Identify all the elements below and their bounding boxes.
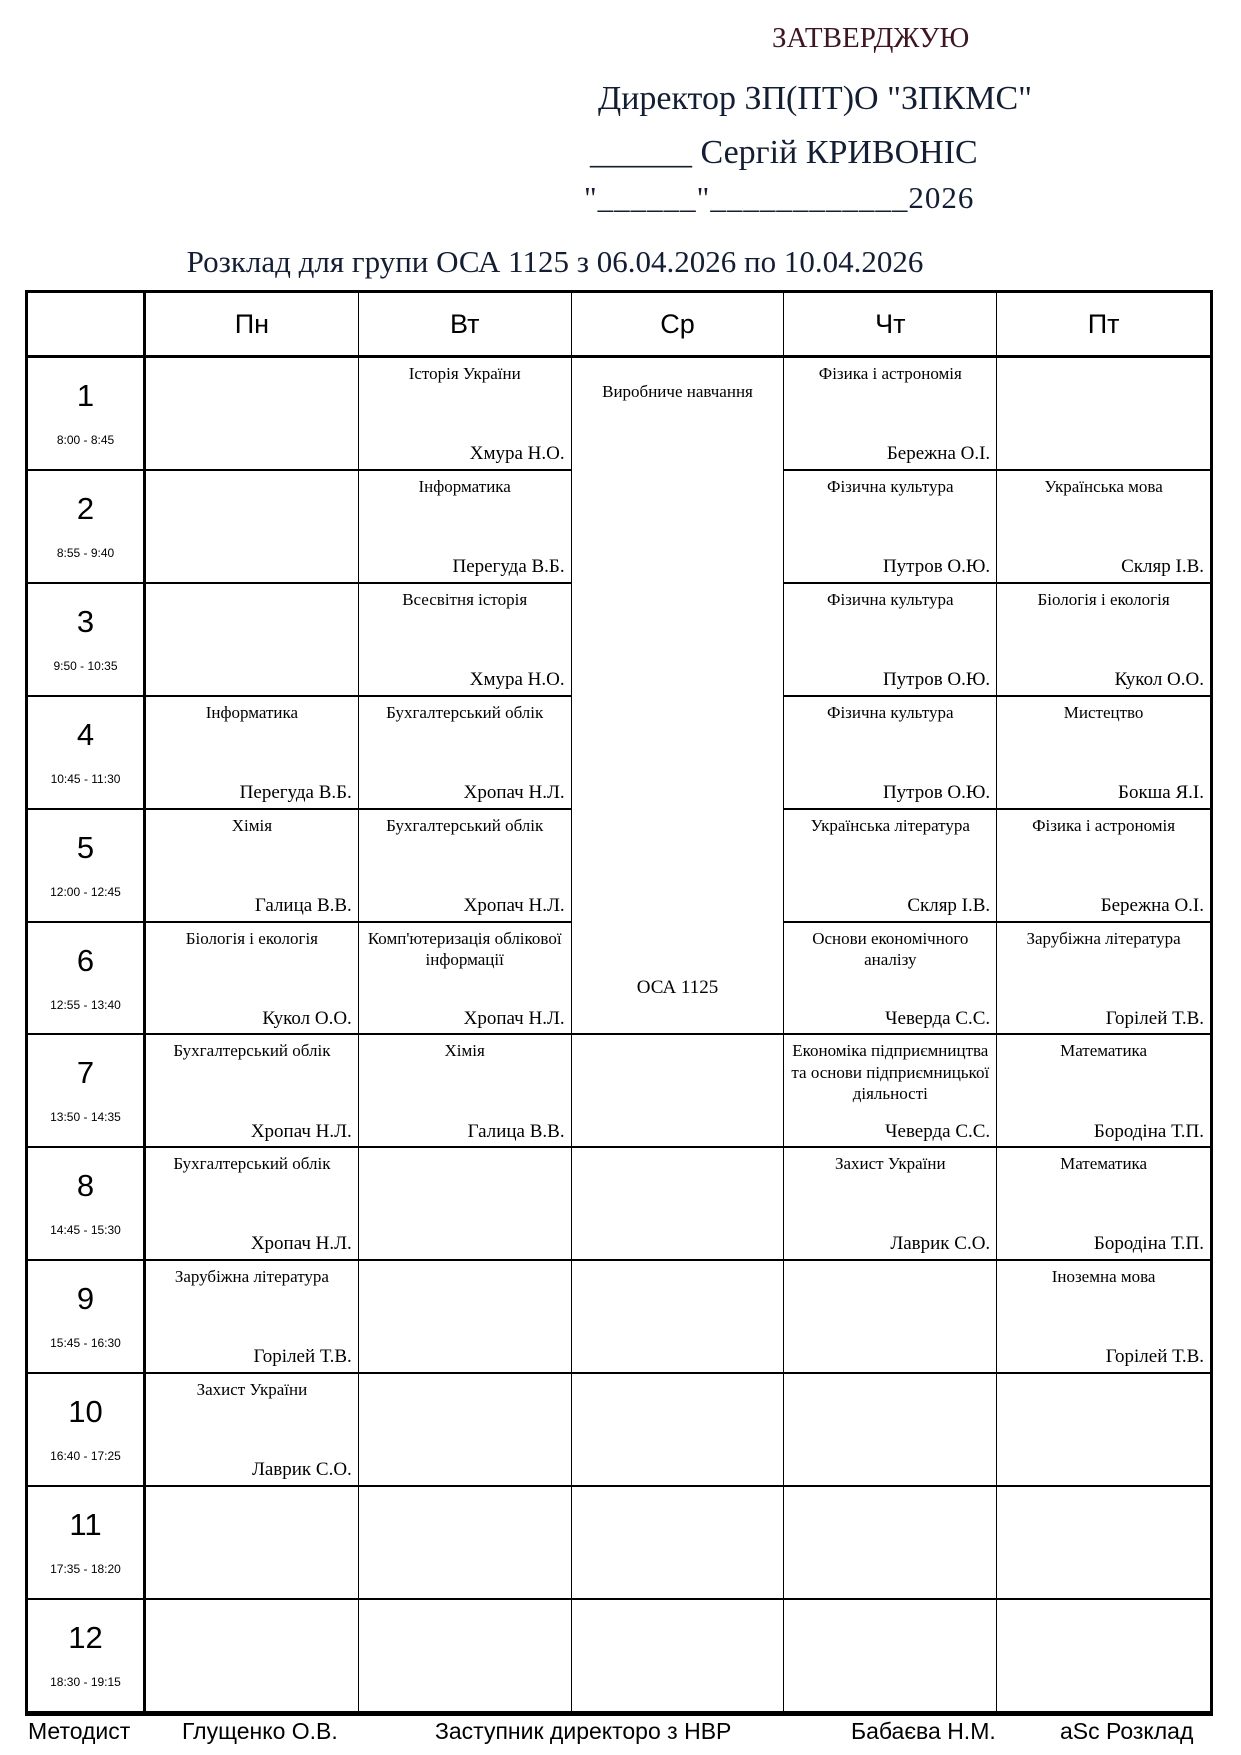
approval-date-line (584, 180, 974, 216)
lesson-cell (997, 810, 1210, 923)
merged-cell-subject: Виробниче навчання (602, 382, 753, 401)
lesson-cell (146, 1035, 359, 1148)
corner-cell (28, 293, 146, 358)
lesson-cell (997, 923, 1210, 1036)
period-cell-9 (28, 1261, 146, 1374)
period-number: 12 (68, 1620, 103, 1656)
lesson-cell (146, 810, 359, 923)
period-cell-7 (28, 1035, 146, 1148)
lesson-subject: Хімія (444, 1041, 485, 1061)
lesson-cell (146, 923, 359, 1036)
day-header-Вт (359, 293, 572, 358)
period-number: 6 (76, 942, 95, 978)
period-number: 4 (76, 716, 95, 752)
period-time: 12:55 - 13:40 (50, 997, 121, 1012)
lesson-teacher: Перегуда В.Б. (239, 781, 352, 803)
lesson-subject: Основи економічного аналізу (812, 928, 969, 969)
lesson-subject: Фізична культура (827, 476, 954, 496)
period-number: 1 (76, 377, 95, 413)
period-time: 12:00 - 12:45 (50, 884, 121, 899)
day-header-Пт (997, 293, 1210, 358)
lesson-teacher: Кукол О.О. (262, 1007, 352, 1029)
lesson-subject: Зарубіжна література (1026, 928, 1181, 948)
period-number: 3 (76, 603, 95, 639)
period-number: 5 (76, 829, 95, 865)
empty-lesson-cell (572, 1148, 785, 1261)
lesson-cell (146, 697, 359, 810)
lesson-cell (146, 1261, 359, 1374)
lesson-teacher: Путров О.Ю. (882, 781, 991, 803)
lesson-teacher: Хропач Н.Л. (250, 1120, 352, 1142)
lesson-subject: Фізична культура (827, 589, 954, 609)
lesson-cell (997, 471, 1210, 584)
lesson-cell (997, 1035, 1210, 1148)
lesson-cell (359, 697, 572, 810)
day-header-Пн (146, 293, 359, 358)
day-header-label: Пт (1087, 308, 1120, 339)
period-time: 14:45 - 15:30 (50, 1223, 121, 1238)
period-number: 9 (76, 1281, 95, 1317)
empty-lesson-cell (997, 1374, 1210, 1487)
day-header-label: Вт (449, 308, 480, 339)
lesson-subject: Мистецтво (1063, 702, 1144, 722)
lesson-cell (359, 810, 572, 923)
lesson-subject: Історія України (408, 364, 521, 383)
lesson-subject: Бухгалтерський облік (386, 815, 544, 835)
empty-lesson-cell (359, 1487, 572, 1600)
timetable (25, 290, 1213, 1716)
footer (0, 1718, 1241, 1748)
lesson-teacher: Хмура Н.О. (469, 443, 565, 465)
lesson-teacher: Лаврик С.О. (890, 1233, 991, 1255)
lesson-teacher: Путров О.Ю. (882, 555, 991, 577)
lesson-cell (359, 584, 572, 697)
director-signature-line (590, 134, 978, 172)
footer-methodist-name: Глущенко О.В. (182, 1718, 338, 1744)
lesson-teacher: Хмура Н.О. (469, 668, 565, 690)
lesson-teacher: Хропач Н.Л. (250, 1233, 352, 1255)
period-time: 16:40 - 17:25 (50, 1449, 121, 1464)
lesson-cell (784, 697, 997, 810)
empty-lesson-cell (146, 471, 359, 584)
footer-deputy-name: Бабаєва Н.М. (851, 1718, 996, 1744)
empty-lesson-cell (572, 1035, 785, 1148)
period-cell-12 (28, 1600, 146, 1713)
lesson-teacher: Бокша Я.І. (1118, 781, 1204, 803)
lesson-cell (997, 1261, 1210, 1374)
lesson-teacher: Галица В.В. (467, 1120, 565, 1142)
lesson-subject: Комп'ютеризація облікової інформації (367, 928, 562, 969)
lesson-cell (997, 697, 1210, 810)
lesson-subject: Фізика і астрономія (1032, 815, 1176, 835)
practical-training-merged-cell (572, 358, 785, 1035)
period-cell-5 (28, 810, 146, 923)
empty-lesson-cell (359, 1600, 572, 1713)
period-time: 18:30 - 19:15 (50, 1675, 121, 1690)
date-month-blank: ____________ (710, 180, 909, 215)
lesson-teacher: Чеверда С.С. (885, 1120, 991, 1142)
lesson-subject: Математика (1060, 1041, 1148, 1061)
empty-lesson-cell (146, 1600, 359, 1713)
lesson-subject: Біологія і екологія (185, 928, 318, 948)
lesson-cell (997, 584, 1210, 697)
lesson-cell (784, 358, 997, 471)
date-close-quote: " (696, 180, 711, 215)
period-cell-6 (28, 923, 146, 1036)
period-time: 8:55 - 9:40 (56, 545, 115, 560)
period-cell-3 (28, 584, 146, 697)
period-time: 9:50 - 10:35 (53, 658, 118, 673)
approval-year: 2026 (908, 180, 975, 215)
lesson-cell (146, 1374, 359, 1487)
lesson-subject: Бухгалтерський облік (386, 702, 544, 722)
period-cell-8 (28, 1148, 146, 1261)
lesson-teacher: Хропач Н.Л. (463, 781, 565, 803)
lesson-subject: Хімія (231, 815, 273, 835)
period-cell-1 (28, 358, 146, 471)
period-cell-4 (28, 697, 146, 810)
lesson-cell (359, 471, 572, 584)
footer-deputy-label: Заступник директоро з НВР (435, 1718, 732, 1744)
empty-lesson-cell (146, 358, 359, 471)
lesson-cell (359, 358, 572, 471)
lesson-teacher: Кукол О.О. (1114, 668, 1204, 690)
lesson-subject: Інформатика (205, 702, 299, 722)
lesson-teacher: Бородіна Т.П. (1093, 1233, 1204, 1255)
approval-stamp: ЗАТВЕРДЖУЮ (772, 22, 970, 54)
lesson-subject: Біологія і екологія (1037, 589, 1170, 609)
lesson-subject: Захист України (196, 1380, 308, 1400)
period-number: 10 (68, 1394, 103, 1430)
date-open-quote: " (584, 180, 598, 215)
lesson-cell (784, 584, 997, 697)
period-number: 7 (76, 1055, 95, 1091)
lesson-subject: Математика (1060, 1154, 1148, 1174)
lesson-subject: Українська література (810, 815, 970, 835)
footer-asc-label: aSc Розклад (1060, 1718, 1194, 1744)
day-header-label: Ср (660, 308, 695, 339)
lesson-subject: Бухгалтерський облік (173, 1041, 331, 1061)
lesson-teacher: Скляр І.В. (1121, 555, 1204, 577)
lesson-cell (359, 1035, 572, 1148)
lesson-subject: Всесвітня історія (402, 589, 528, 609)
empty-lesson-cell (572, 1600, 785, 1713)
lesson-teacher: Горілей Т.В. (1105, 1346, 1204, 1368)
lesson-cell (359, 923, 572, 1036)
lesson-teacher: Галица В.В. (254, 894, 352, 916)
lesson-teacher: Бережна О.І. (886, 443, 991, 465)
empty-lesson-cell (146, 1487, 359, 1600)
lesson-subject: Українська мова (1044, 476, 1163, 496)
period-time: 15:45 - 16:30 (50, 1336, 121, 1351)
lesson-subject: Зарубіжна література (174, 1267, 329, 1287)
director-title-line: Директор ЗП(ПТ)О "ЗПКМС" (598, 80, 1032, 117)
footer-methodist-label: Методист (28, 1718, 131, 1744)
empty-lesson-cell (997, 1487, 1210, 1600)
empty-lesson-cell (572, 1487, 785, 1600)
empty-lesson-cell (784, 1487, 997, 1600)
lesson-cell (784, 810, 997, 923)
period-cell-11 (28, 1487, 146, 1600)
empty-lesson-cell (784, 1600, 997, 1713)
lesson-subject: Фізична культура (827, 702, 954, 722)
period-cell-2 (28, 471, 146, 584)
empty-lesson-cell (359, 1374, 572, 1487)
lesson-teacher: Путров О.Ю. (882, 668, 991, 690)
merged-cell-group: ОСА 1125 (636, 977, 719, 999)
lesson-subject: Захист України (834, 1154, 946, 1174)
lesson-teacher: Скляр І.В. (907, 894, 991, 916)
lesson-subject: Іноземна мова (1051, 1267, 1156, 1287)
lesson-teacher: Хропач Н.Л. (463, 1007, 565, 1029)
lesson-teacher: Перегуда В.Б. (452, 555, 565, 577)
lesson-subject: Інформатика (418, 476, 511, 496)
day-header-label: Чт (875, 308, 906, 339)
lesson-teacher: Хропач Н.Л. (463, 894, 565, 916)
empty-lesson-cell (784, 1374, 997, 1487)
lesson-subject: Економіка підприємництва та основи підприємницької діяльності (791, 1041, 990, 1103)
empty-lesson-cell (572, 1374, 785, 1487)
empty-lesson-cell (997, 1600, 1210, 1713)
empty-lesson-cell (359, 1148, 572, 1261)
day-header-Чт (784, 293, 997, 358)
lesson-subject: Бухгалтерський облік (173, 1154, 331, 1174)
director-name: Сергій КРИВОНІС (700, 134, 978, 171)
lesson-teacher: Чеверда С.С. (885, 1007, 991, 1029)
period-time: 8:00 - 8:45 (56, 432, 115, 447)
empty-lesson-cell (997, 358, 1210, 471)
day-header-Ср (572, 293, 785, 358)
empty-lesson-cell (784, 1261, 997, 1374)
lesson-teacher: Горілей Т.В. (253, 1346, 352, 1368)
period-number: 2 (76, 490, 95, 526)
empty-lesson-cell (359, 1261, 572, 1374)
period-number: 8 (76, 1168, 95, 1204)
lesson-cell (997, 1148, 1210, 1261)
lesson-teacher: Бережна О.І. (1100, 894, 1204, 916)
day-header-label: Пн (234, 308, 270, 339)
lesson-cell (146, 1148, 359, 1261)
lesson-teacher: Горілей Т.В. (1105, 1007, 1204, 1029)
date-day-blank: ______ (597, 180, 697, 215)
signature-blank: ______ (590, 134, 692, 171)
period-cell-10 (28, 1374, 146, 1487)
lesson-teacher: Лаврик С.О. (251, 1459, 352, 1481)
period-time: 13:50 - 14:35 (50, 1110, 121, 1125)
lesson-cell (784, 1035, 997, 1148)
period-time: 10:45 - 11:30 (50, 771, 121, 786)
empty-lesson-cell (146, 584, 359, 697)
page-title: Розклад для групи ОСА 1125 з 06.04.2026 по 10.04.2026 (186, 244, 924, 279)
period-time: 17:35 - 18:20 (50, 1562, 121, 1577)
lesson-cell (784, 1148, 997, 1261)
lesson-cell (784, 471, 997, 584)
lesson-teacher: Бородіна Т.П. (1093, 1120, 1204, 1142)
lesson-subject: Фізика і астрономія (818, 364, 962, 383)
lesson-cell (784, 923, 997, 1036)
period-number: 11 (69, 1507, 102, 1543)
empty-lesson-cell (572, 1261, 785, 1374)
